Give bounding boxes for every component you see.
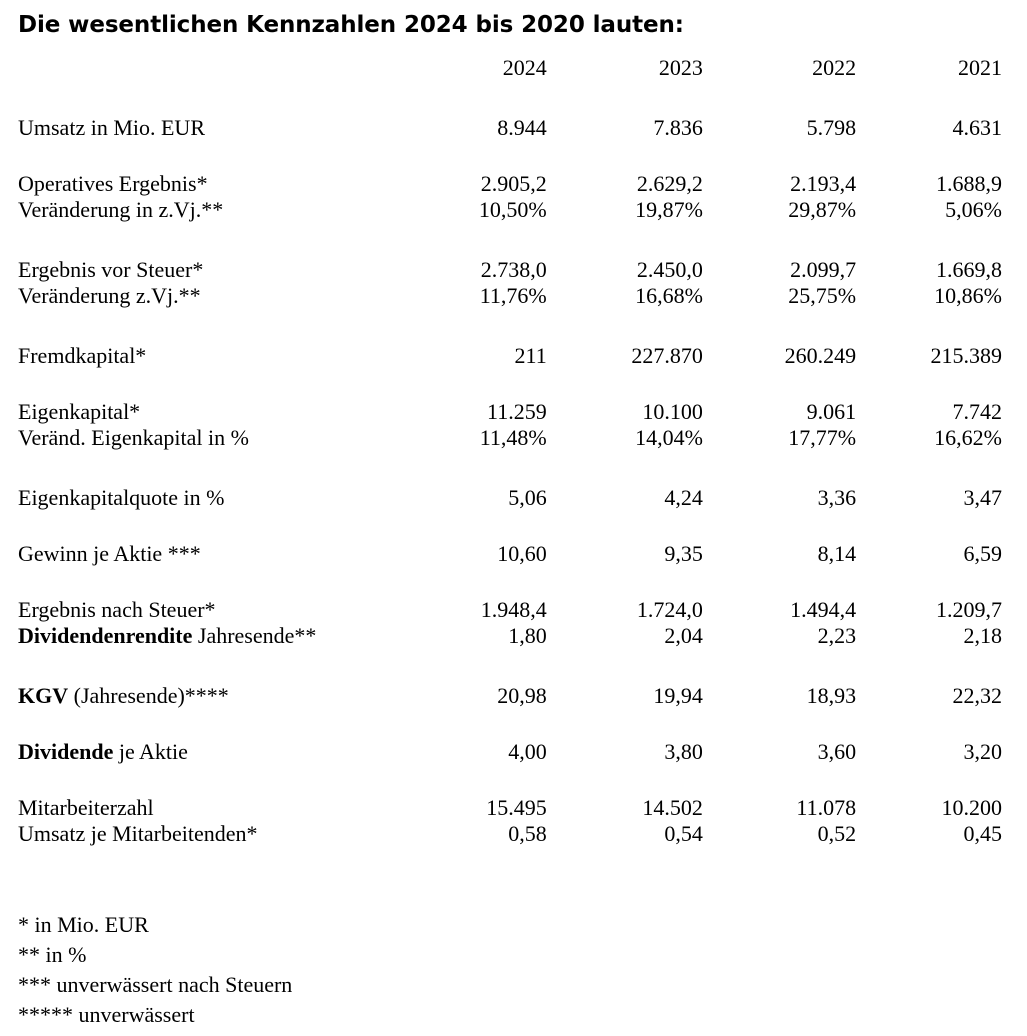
cell-value: 16,62% bbox=[934, 425, 1002, 450]
table-row bbox=[0, 567, 1027, 623]
cell-value: 10,86% bbox=[934, 283, 1002, 308]
table-row bbox=[0, 455, 1027, 511]
column-header-2023: 2023 bbox=[658, 55, 703, 80]
table-row bbox=[0, 313, 1027, 369]
cell-value: 227.870 bbox=[631, 343, 703, 368]
cell-value: 25,75% bbox=[788, 283, 857, 308]
cell-value: 1.688,9 bbox=[936, 171, 1002, 196]
table-row bbox=[0, 821, 1027, 851]
row-label-rest: (Jahresende)**** bbox=[68, 683, 229, 708]
cell-value: 14.502 bbox=[642, 795, 703, 820]
cell-value: 8.944 bbox=[497, 115, 547, 140]
footnote: * in Mio. EUR bbox=[18, 912, 149, 937]
row-label: Umsatz je Mitarbeitenden* bbox=[18, 821, 258, 846]
row-label: Operatives Ergebnis* bbox=[18, 171, 208, 196]
cell-value: 10,60 bbox=[497, 541, 547, 566]
footnote: *** unverwässert nach Steuern bbox=[18, 972, 293, 997]
cell-value: 14,04% bbox=[635, 425, 703, 450]
cell-value: 19,87% bbox=[635, 197, 703, 222]
cell-value: 3,80 bbox=[664, 739, 703, 764]
cell-value: 2,04 bbox=[664, 623, 703, 648]
row-label: Eigenkapitalquote in % bbox=[18, 485, 225, 510]
table-row bbox=[0, 623, 1027, 653]
row-label: Ergebnis vor Steuer* bbox=[18, 257, 204, 282]
table-header-label-cell bbox=[0, 55, 416, 85]
cell-value: 2.193,4 bbox=[790, 171, 857, 196]
row-label: Veränderung z.Vj.** bbox=[18, 283, 201, 308]
cell-value: 7.836 bbox=[653, 115, 703, 140]
footnote: ** in % bbox=[18, 942, 87, 967]
row-label bbox=[0, 623, 416, 653]
table-row bbox=[0, 709, 1027, 765]
cell-value: 9,35 bbox=[664, 541, 703, 566]
cell-value: 5.798 bbox=[806, 115, 857, 140]
table-row bbox=[0, 653, 1027, 709]
cell-value: 3,20 bbox=[963, 739, 1002, 764]
cell-value: 5,06% bbox=[945, 197, 1002, 222]
row-label: Eigenkapital* bbox=[18, 399, 141, 424]
cell-value: 10.100 bbox=[642, 399, 703, 424]
table-row bbox=[0, 197, 1027, 227]
cell-value: 9.061 bbox=[806, 399, 857, 424]
cell-value: 11,48% bbox=[479, 425, 547, 450]
cell-value: 1.209,7 bbox=[936, 597, 1002, 622]
cell-value: 8,14 bbox=[817, 541, 857, 566]
cell-value: 7.742 bbox=[952, 399, 1002, 424]
cell-value: 29,87% bbox=[788, 197, 857, 222]
cell-value: 1,80 bbox=[508, 623, 547, 648]
cell-value: 0,58 bbox=[508, 821, 547, 846]
cell-value: 11.078 bbox=[796, 795, 857, 820]
cell-value: 2.450,0 bbox=[636, 257, 703, 282]
table-row bbox=[0, 141, 1027, 197]
cell-value: 2,18 bbox=[963, 623, 1002, 648]
row-label-emphasis: KGV bbox=[18, 683, 69, 708]
cell-value: 0,45 bbox=[963, 821, 1002, 846]
table-row bbox=[0, 511, 1027, 567]
row-label: Umsatz in Mio. EUR bbox=[18, 115, 205, 140]
cell-value: 260.249 bbox=[784, 343, 857, 368]
key-figures-table bbox=[0, 55, 1027, 851]
row-label: Veränderung in z.Vj.** bbox=[18, 197, 224, 222]
row-label-rest: Jahresende** bbox=[192, 623, 317, 648]
column-header-2024: 2024 bbox=[502, 55, 547, 80]
cell-value: 0,52 bbox=[817, 821, 857, 846]
cell-value: 0,54 bbox=[664, 821, 703, 846]
cell-value: 3,36 bbox=[817, 485, 857, 510]
table-row bbox=[0, 85, 1027, 141]
page-title: Die wesentlichen Kennzahlen 2024 bis 2020 lauten: bbox=[18, 12, 684, 38]
row-label-emphasis: Dividendenrendite bbox=[18, 623, 193, 648]
cell-value: 19,94 bbox=[653, 683, 703, 708]
cell-value: 1.494,4 bbox=[790, 597, 857, 622]
table-row bbox=[0, 765, 1027, 821]
row-label: Fremdkapital* bbox=[18, 343, 147, 368]
cell-value: 3,60 bbox=[817, 739, 857, 764]
table-header-row bbox=[0, 55, 1027, 85]
cell-value: 211 bbox=[514, 343, 547, 368]
row-label: Gewinn je Aktie *** bbox=[18, 541, 201, 566]
footnote-list bbox=[18, 910, 292, 1030]
row-label: Veränd. Eigenkapital in % bbox=[18, 425, 249, 450]
column-header-2022: 2022 bbox=[812, 55, 857, 80]
cell-value: 11,76% bbox=[479, 283, 547, 308]
cell-value: 1.724,0 bbox=[636, 597, 703, 622]
cell-value: 1.948,4 bbox=[480, 597, 547, 622]
cell-value: 17,77% bbox=[788, 425, 857, 450]
footnote: ***** unverwässert bbox=[18, 1002, 195, 1027]
row-label: Mitarbeiterzahl bbox=[18, 795, 154, 820]
cell-value: 2.905,2 bbox=[480, 171, 547, 196]
table-row bbox=[0, 227, 1027, 283]
cell-value: 2.099,7 bbox=[790, 257, 857, 282]
cell-value: 4,24 bbox=[664, 485, 703, 510]
cell-value: 3,47 bbox=[963, 485, 1002, 510]
cell-value: 16,68% bbox=[635, 283, 703, 308]
row-label bbox=[0, 653, 416, 709]
cell-value: 5,06 bbox=[508, 485, 547, 510]
cell-value: 2.629,2 bbox=[636, 171, 703, 196]
table-row bbox=[0, 369, 1027, 425]
cell-value: 20,98 bbox=[497, 683, 547, 708]
cell-value: 10,50% bbox=[478, 197, 547, 222]
cell-value: 10.200 bbox=[941, 795, 1002, 820]
row-label-emphasis: Dividende bbox=[18, 739, 114, 764]
cell-value: 6,59 bbox=[963, 541, 1002, 566]
table-row bbox=[0, 283, 1027, 313]
row-label bbox=[0, 709, 416, 765]
cell-value: 4.631 bbox=[952, 115, 1002, 140]
cell-value: 1.669,8 bbox=[936, 257, 1002, 282]
cell-value: 215.389 bbox=[930, 343, 1002, 368]
row-label: Ergebnis nach Steuer* bbox=[18, 597, 216, 622]
column-header-2021: 2021 bbox=[958, 55, 1002, 80]
cell-value: 2,23 bbox=[817, 623, 857, 648]
cell-value: 4,00 bbox=[508, 739, 547, 764]
cell-value: 22,32 bbox=[952, 683, 1002, 708]
cell-value: 15.495 bbox=[486, 795, 547, 820]
cell-value: 2.738,0 bbox=[480, 257, 547, 282]
table-row bbox=[0, 425, 1027, 455]
row-label-rest: je Aktie bbox=[113, 739, 188, 764]
cell-value: 18,93 bbox=[806, 683, 857, 708]
cell-value: 11.259 bbox=[487, 399, 547, 424]
